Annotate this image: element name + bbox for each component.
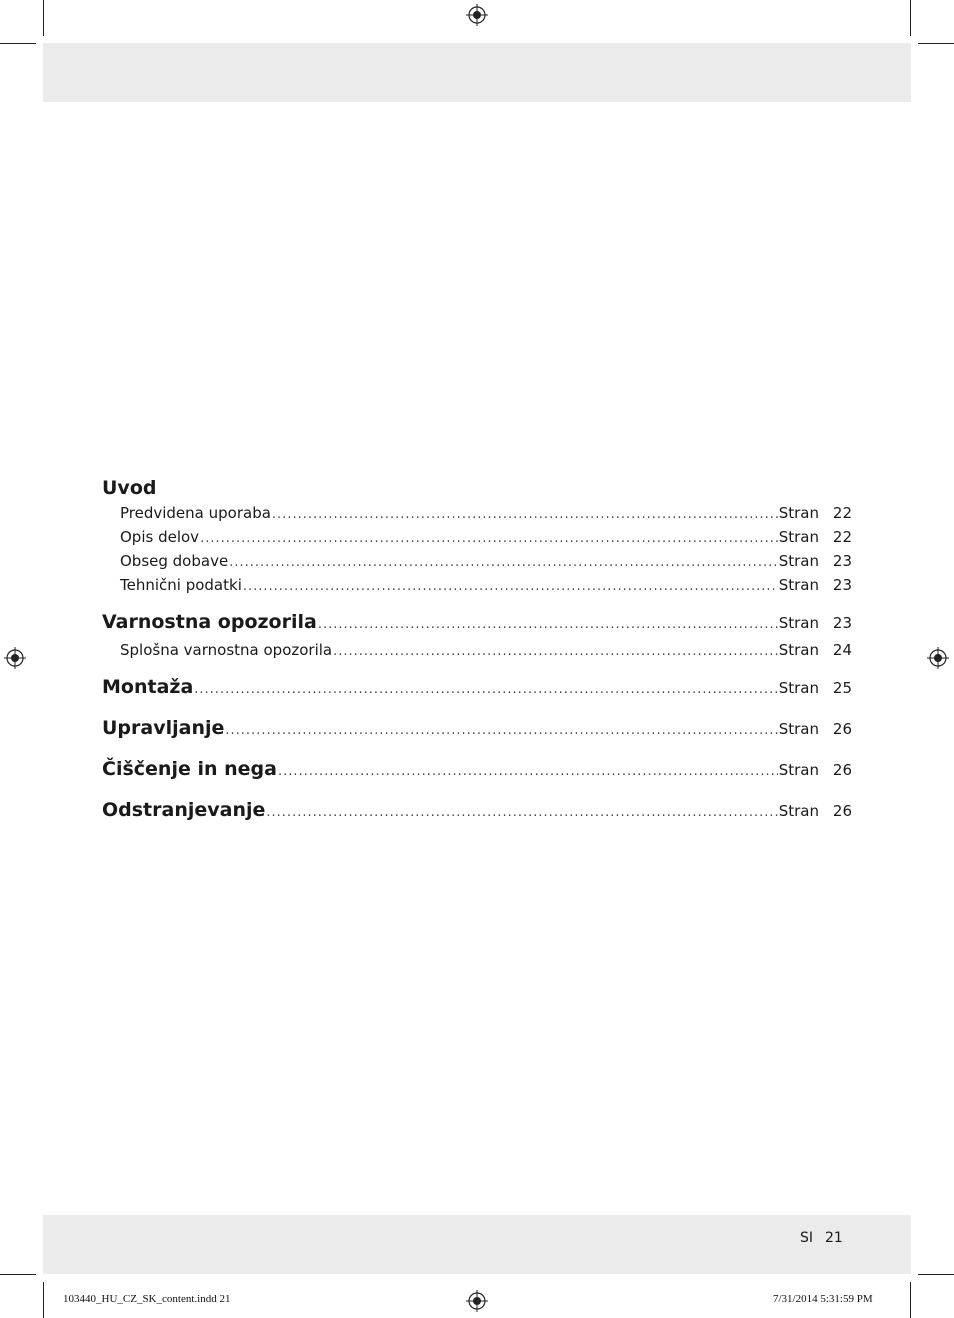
slug-filename: 103440_HU_CZ_SK_content.indd 21 xyxy=(63,1293,231,1305)
slug-timestamp: 7/31/2014 5:31:59 PM xyxy=(773,1293,873,1305)
toc-entry[interactable] xyxy=(102,574,852,598)
toc-page-number: 22 xyxy=(832,504,852,522)
registration-icon xyxy=(4,647,26,669)
toc-entry-title: Predvidena uporaba xyxy=(120,504,271,522)
toc-page-number: 26 xyxy=(832,802,852,820)
dot-leader xyxy=(243,575,778,598)
toc-page-word: Stran xyxy=(778,641,819,659)
toc-heading-uvod: Uvod xyxy=(102,477,157,499)
toc-page-word: Stran xyxy=(778,720,819,738)
toc-page-number: 26 xyxy=(832,720,852,738)
toc-section-title: Upravljanje xyxy=(102,717,225,739)
crop-mark xyxy=(918,43,954,44)
toc-page-number: 23 xyxy=(832,614,852,632)
toc-entry-title: Tehnični podatki xyxy=(120,576,242,594)
crop-mark xyxy=(918,1274,954,1275)
page-number: 21 xyxy=(825,1230,843,1246)
registration-icon xyxy=(927,647,949,669)
dot-leader xyxy=(272,503,778,526)
dot-leader xyxy=(200,527,778,550)
language-code: SI xyxy=(800,1230,814,1246)
toc-entry[interactable] xyxy=(102,502,852,526)
toc-page-word: Stran xyxy=(778,504,819,522)
toc-section-title: Odstranjevanje xyxy=(102,799,266,821)
toc-page-word: Stran xyxy=(778,552,819,570)
toc-page-word: Stran xyxy=(778,679,819,697)
toc-page-word: Stran xyxy=(778,576,819,594)
toc-section[interactable] xyxy=(102,608,852,639)
crop-mark xyxy=(910,0,911,36)
toc-entry-title: Splošna varnostna opozorila xyxy=(120,641,333,659)
crop-mark xyxy=(0,1274,36,1275)
crop-mark xyxy=(0,43,36,44)
toc-section-title: Čiščenje in nega xyxy=(102,758,277,780)
crop-mark xyxy=(910,1282,911,1318)
crop-mark xyxy=(43,0,44,36)
toc-page-word: Stran xyxy=(778,761,819,779)
dot-leader xyxy=(333,640,778,663)
toc-page-number: 23 xyxy=(832,552,852,570)
table-of-contents xyxy=(102,474,852,827)
toc-page-word: Stran xyxy=(778,528,819,546)
dot-leader xyxy=(266,799,777,827)
footer-band xyxy=(43,1215,911,1274)
toc-entry[interactable] xyxy=(102,639,852,663)
toc-section-title: Montaža xyxy=(102,676,194,698)
toc-entry[interactable] xyxy=(102,550,852,574)
dot-leader xyxy=(225,717,777,745)
dot-leader xyxy=(278,758,778,786)
registration-icon xyxy=(466,1290,488,1312)
footer-page-indicator xyxy=(800,1230,843,1246)
crop-mark xyxy=(43,1282,44,1318)
registration-icon xyxy=(466,4,488,26)
toc-page-number: 23 xyxy=(832,576,852,594)
toc-section[interactable] xyxy=(102,714,852,745)
toc-section-title: Varnostna opozorila xyxy=(102,611,317,633)
dot-leader xyxy=(229,551,778,574)
dot-leader xyxy=(318,611,778,639)
dot-leader xyxy=(194,676,777,704)
toc-page-number: 24 xyxy=(832,641,852,659)
toc-page-number: 22 xyxy=(832,528,852,546)
toc-section[interactable] xyxy=(102,796,852,827)
toc-entry[interactable] xyxy=(102,526,852,550)
toc-page-word: Stran xyxy=(778,614,819,632)
toc-page-number: 25 xyxy=(832,679,852,697)
toc-page-word: Stran xyxy=(778,802,819,820)
toc-section[interactable] xyxy=(102,673,852,704)
toc-section[interactable] xyxy=(102,755,852,786)
toc-entry-title: Obseg dobave xyxy=(120,552,229,570)
toc-entry-title: Opis delov xyxy=(120,528,200,546)
toc-page-number: 26 xyxy=(832,761,852,779)
header-band xyxy=(43,43,911,102)
